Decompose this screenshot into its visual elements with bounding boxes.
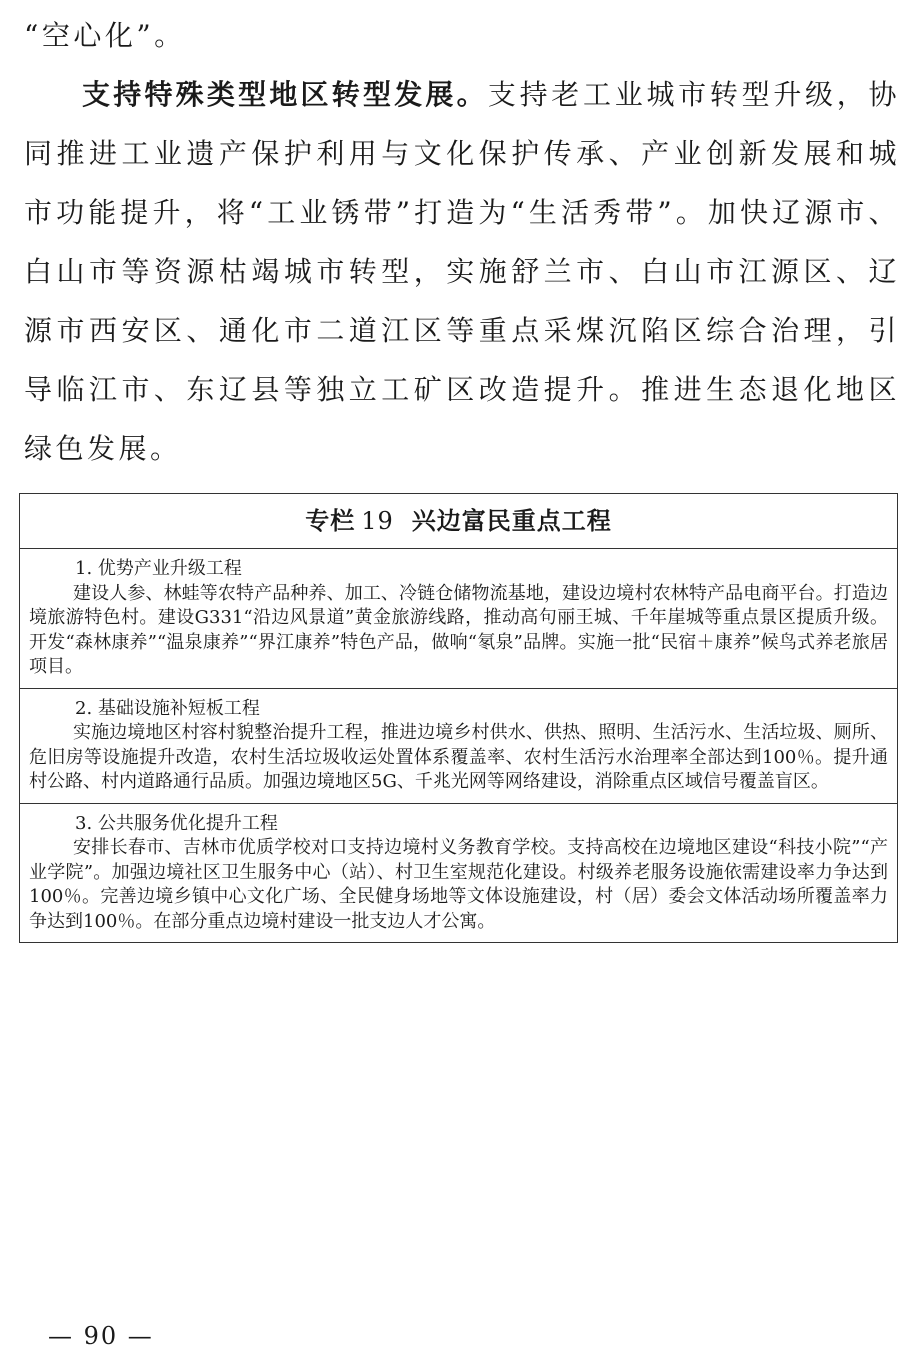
- column-title-prefix: 专栏: [305, 507, 356, 535]
- section-heading: 3. 公共服务优化提升工程: [75, 812, 278, 834]
- column-title: [20, 494, 897, 549]
- carryover-line: “空心化”。: [24, 19, 186, 52]
- column-section-3: [20, 804, 897, 943]
- column-section-1: [20, 549, 897, 689]
- column-title-text: 兴边富民重点工程: [411, 507, 612, 535]
- section-text: 实施边境地区村容村貌整治提升工程，推进边境乡村供水、供热、照明、生活污水、生活垃圾、厕所、危旧房等设施提升改造，农村生活垃圾收运处置体系覆盖率、农村生活污水治理率全部达到100％。提升通村公路、村内道路通行品质。加强边境地区5G、千兆光网等网络建设，消除重点区域信号覆盖盲区。: [29, 722, 888, 792]
- section-text: 安排长春市、吉林市优质学校对口支持边境村义务教育学校。支持高校在边境地区建设“科技小院”“产业学院”。加强边境社区卫生服务中心（站）、村卫生室规范化建设。村级养老服务设施依需建设率力争达到100％。完善边境乡镇中心文化广场、全民健身场地等文体设施建设，村（居）委会文体活动场所覆盖率力争达到100％。在部分重点边境村建设一批支边人才公寓。: [29, 837, 888, 932]
- paragraph-lead-heading: 支持特殊类型地区转型发展。: [82, 78, 488, 111]
- body-paragraph: [24, 65, 900, 478]
- section-heading: 2. 基础设施补短板工程: [75, 697, 260, 719]
- page-number: — 90 —: [48, 1322, 154, 1350]
- section-heading: 1. 优势产业升级工程: [75, 558, 242, 579]
- paragraph-body: 支持老工业城市转型升级，协同推进工业遗产保护利用与文化保护传承、产业创新发展和城市功能提升，将“工业锈带”打造为“生活秀带”。加快辽源市、白山市等资源枯竭城市转型，实施舒兰市、白山市江源区、辽源市西安区、通化市二道江区等重点采煤沉陷区综合治理，引导临江市、东辽县等独立工矿区改造提升。推进生态退化地区绿色发展。: [24, 78, 900, 465]
- column-title-number: 19: [361, 507, 394, 535]
- section-text: 建设人参、林蛙等农特产品种养、加工、冷链仓储物流基地，建设边境村农林特产品电商平台。打造边境旅游特色村。建设G331“沿边风景道”黄金旅游线路，推动高句丽王城、千年崖城等重点景区提质升级。开发“森林康养”“温泉康养”“界江康养”特色产品，做响“氡泉”品牌。实施一批“民宿＋康养”候鸟式养老旅居项目。: [29, 582, 888, 677]
- column-section-2: [20, 689, 897, 804]
- column-box: [19, 493, 898, 943]
